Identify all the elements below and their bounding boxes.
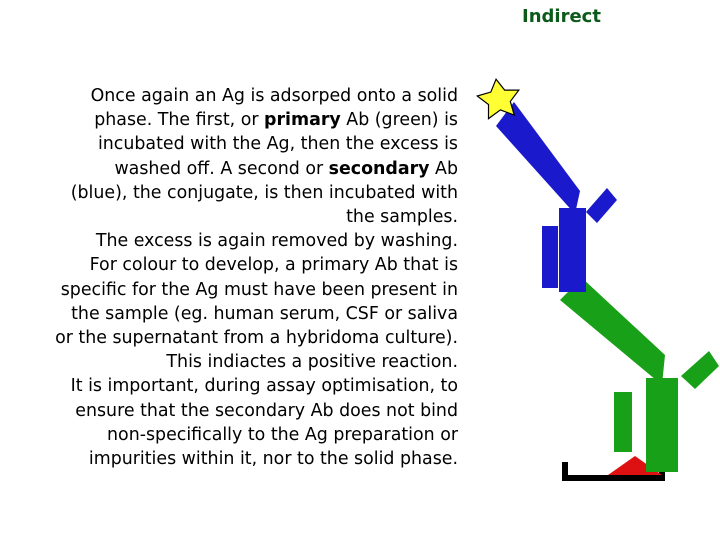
text-line: impurities within it, nor to the solid phase. [88,449,458,470]
text-line: the sample (eg. human serum, CSF or saliva [71,303,458,324]
text-line: For colour to develop, a primary Ab that is [89,255,458,276]
secondary-antibody [496,102,617,292]
text-line: (blue), the conjugate, is then incubated with [70,182,458,203]
primary-keyword: primary [264,110,341,131]
text-fragment: Ab [429,158,458,179]
text-line: The excess is again removed by washing. [95,231,458,252]
primary-ab-stem [646,378,662,472]
text-line: the samples. [346,207,458,228]
solid-phase-base [563,475,664,481]
secondary-keyword: secondary [328,158,430,179]
slide-title: Indirect [522,6,601,27]
text-line: or the supernatant from a hybridoma culture). [55,328,458,349]
primary-ab-right-arm [681,351,719,389]
solid-phase-left-edge [562,462,568,481]
text-line: It is important, during assay optimisation, to [70,376,458,397]
text-line: specific for the Ag must have been present in [60,279,458,300]
secondary-ab-right-arm [586,188,617,223]
secondary-ab-stem [559,208,573,292]
secondary-ab-left-arm [542,226,558,288]
text-fragment: phase. The first, or [94,110,265,131]
text-line: non-specifically to the Ag preparation or [107,424,458,445]
secondary-ab-stem-right [573,208,586,292]
text-line: Once again an Ag is adsorped onto a solid [90,86,458,106]
primary-antibody [560,278,719,472]
text-fragment: washed off. A second or [114,158,329,179]
text-fragment: Ab (green) is [340,110,458,131]
text-line: ensure that the secondary Ab does not bind [75,400,458,421]
primary-ab-long-arm [560,278,665,385]
text-line: This indiactes a positive reaction. [166,352,458,373]
secondary-ab-long-arm [496,102,580,214]
text-line: incubated with the Ag, then the excess is [97,134,458,155]
primary-ab-left-arm [614,392,632,452]
primary-ab-stem-right [662,378,678,472]
